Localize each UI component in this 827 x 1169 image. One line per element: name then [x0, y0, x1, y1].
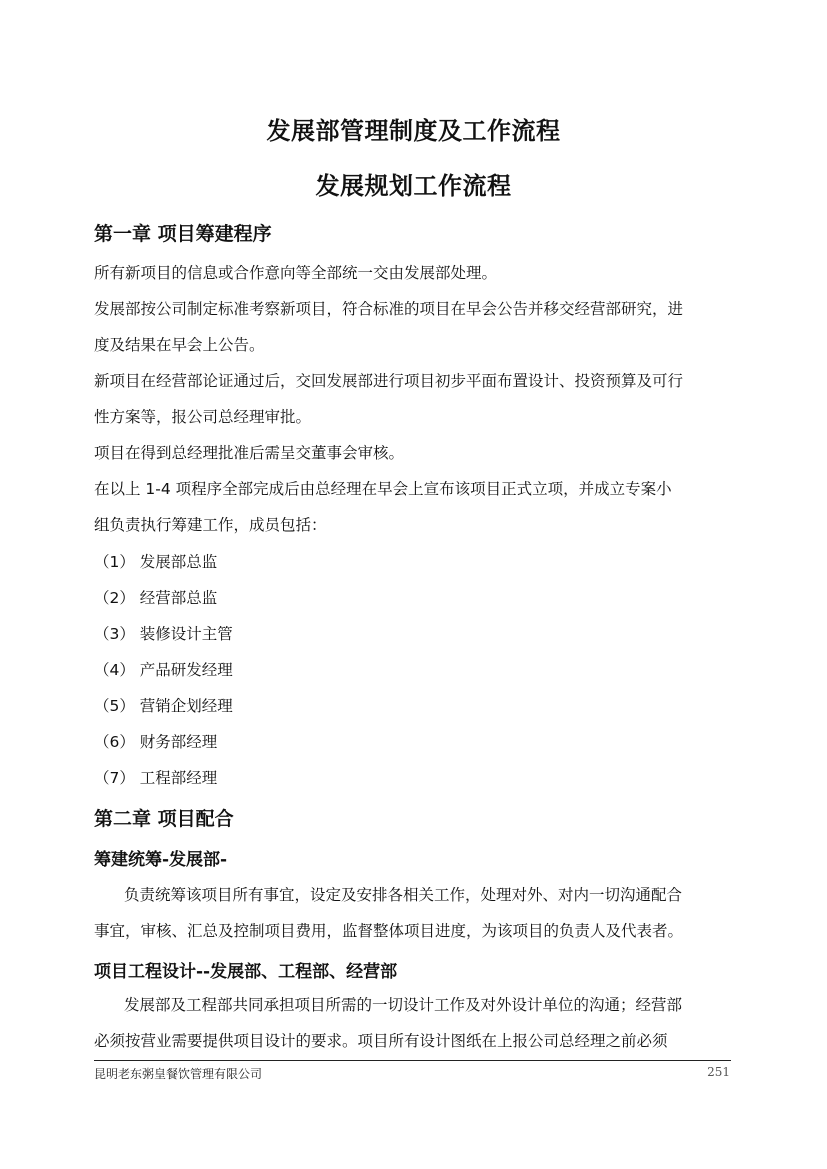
paragraph-line: 项目在得到总经理批准后需呈交董事会审核。	[94, 444, 405, 462]
page-number: 251	[707, 1065, 730, 1079]
paragraph-line: 所有新项目的信息或合作意向等全部统一交由发展部处理。	[94, 264, 498, 282]
paragraph-line: 新项目在经营部论证通过后，交回发展部进行项目初步平面布置设计、投资预算及可行	[94, 372, 684, 390]
paragraph-line: 负责统筹该项目所有事宜，设定及安排各相关工作，处理对外、对内一切沟通配合	[124, 886, 683, 904]
paragraph-line: 性方案等，报公司总经理审批。	[94, 408, 312, 426]
paragraph-line: 必须按营业需要提供项目设计的要求。项目所有设计图纸在上报公司总经理之前必须	[94, 1032, 668, 1050]
section-heading: 筹建统筹-发展部-	[94, 850, 228, 870]
section-heading: 项目工程设计--发展部、工程部、经营部	[94, 962, 398, 982]
chapter-1-heading: 第一章 项目筹建程序	[94, 223, 272, 245]
paragraph-line: 在以上 1-4 项程序全部完成后由总经理在早会上宣布该项目正式立项，并成立专案小	[94, 480, 672, 498]
member-list-item: （3） 装修设计主管	[94, 625, 233, 643]
member-list-item: （5） 营销企划经理	[94, 697, 233, 715]
member-list-item: （6） 财务部经理	[94, 733, 218, 751]
chapter-2-heading: 第二章 项目配合	[94, 808, 234, 830]
footer-company-name: 昆明老东粥皇餐饮管理有限公司	[94, 1067, 263, 1081]
paragraph-line: 度及结果在早会上公告。	[94, 336, 265, 354]
paragraph-line: 发展部按公司制定标准考察新项目，符合标准的项目在早会公告并移交经营部研究，进	[94, 300, 684, 318]
document-title: 发展部管理制度及工作流程	[266, 117, 561, 145]
member-list-item: （7） 工程部经理	[94, 769, 218, 787]
member-list-item: （4） 产品研发经理	[94, 661, 233, 679]
document-subtitle: 发展规划工作流程	[315, 172, 512, 200]
paragraph-line: 组负责执行筹建工作，成员包括：	[94, 516, 327, 534]
paragraph-line: 事宜，审核、汇总及控制项目费用，监督整体项目进度，为该项目的负责人及代表者。	[94, 922, 684, 940]
paragraph-line: 发展部及工程部共同承担项目所需的一切设计工作及对外设计单位的沟通；经营部	[124, 996, 683, 1014]
member-list-item: （2） 经营部总监	[94, 589, 218, 607]
member-list-item: （1） 发展部总监	[94, 553, 218, 571]
footer-divider	[94, 1060, 731, 1061]
